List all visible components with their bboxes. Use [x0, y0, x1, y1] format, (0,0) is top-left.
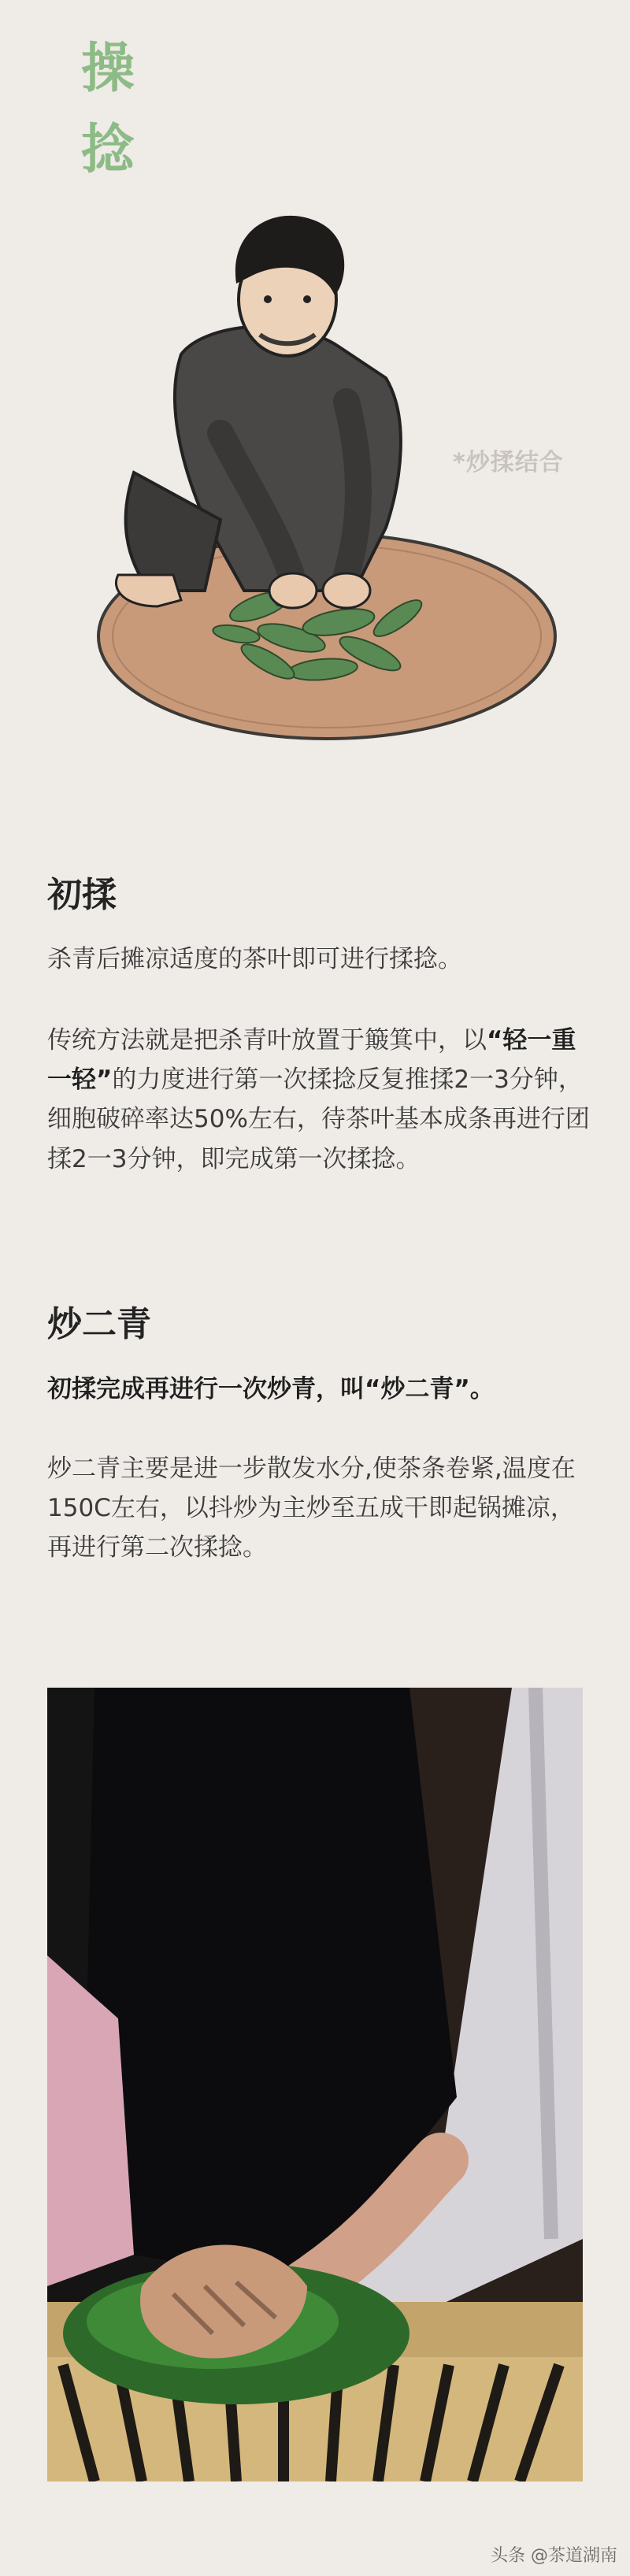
title-char-1: 操: [80, 38, 135, 100]
section-heading-chao-er-qing: 炒二青: [47, 1304, 151, 1344]
section-heading-chu-rou: 初揉: [47, 875, 117, 915]
man-hand-right: [323, 573, 370, 608]
man-hand-left: [269, 573, 317, 608]
section1-paragraph-1: 杀青后摊凉适度的茶叶即可进行揉捻。: [47, 945, 462, 973]
tea-rolling-photo-graphic: [47, 1688, 583, 2481]
section1-paragraph-2-emphasis: “轻一重一轻”: [47, 1026, 576, 1095]
section1-paragraph-2-suffix: 的力度进行第一次揉捻反复推揉2一3分钟，细胞破碎率达50%左右，待茶叶基本成条再进行团揉2一3分钟，即完成第一次揉捻。: [47, 1066, 590, 1173]
section2-paragraph-1: 炒二青主要是进一步散发水分,使茶条卷紧,温度在150C左右，以抖炒为主炒至五成干即起锅摊凉，再进行第二次揉捻。: [47, 1455, 576, 1562]
title-char-2: 捻: [80, 119, 135, 182]
section1-paragraph-2: [47, 1021, 591, 1179]
section1-paragraph-2-prefix: 传统方法就是把杀青叶放置于簸箕中，以: [47, 1026, 487, 1054]
illustration-caption: *炒揉结合: [453, 449, 564, 476]
section2-lead: 初揉完成再进行一次炒青，叫“炒二青”。: [47, 1375, 495, 1403]
tea-rolling-photo: [47, 1688, 583, 2481]
watermark-source: 头条 @茶道湖南: [491, 2546, 617, 2566]
